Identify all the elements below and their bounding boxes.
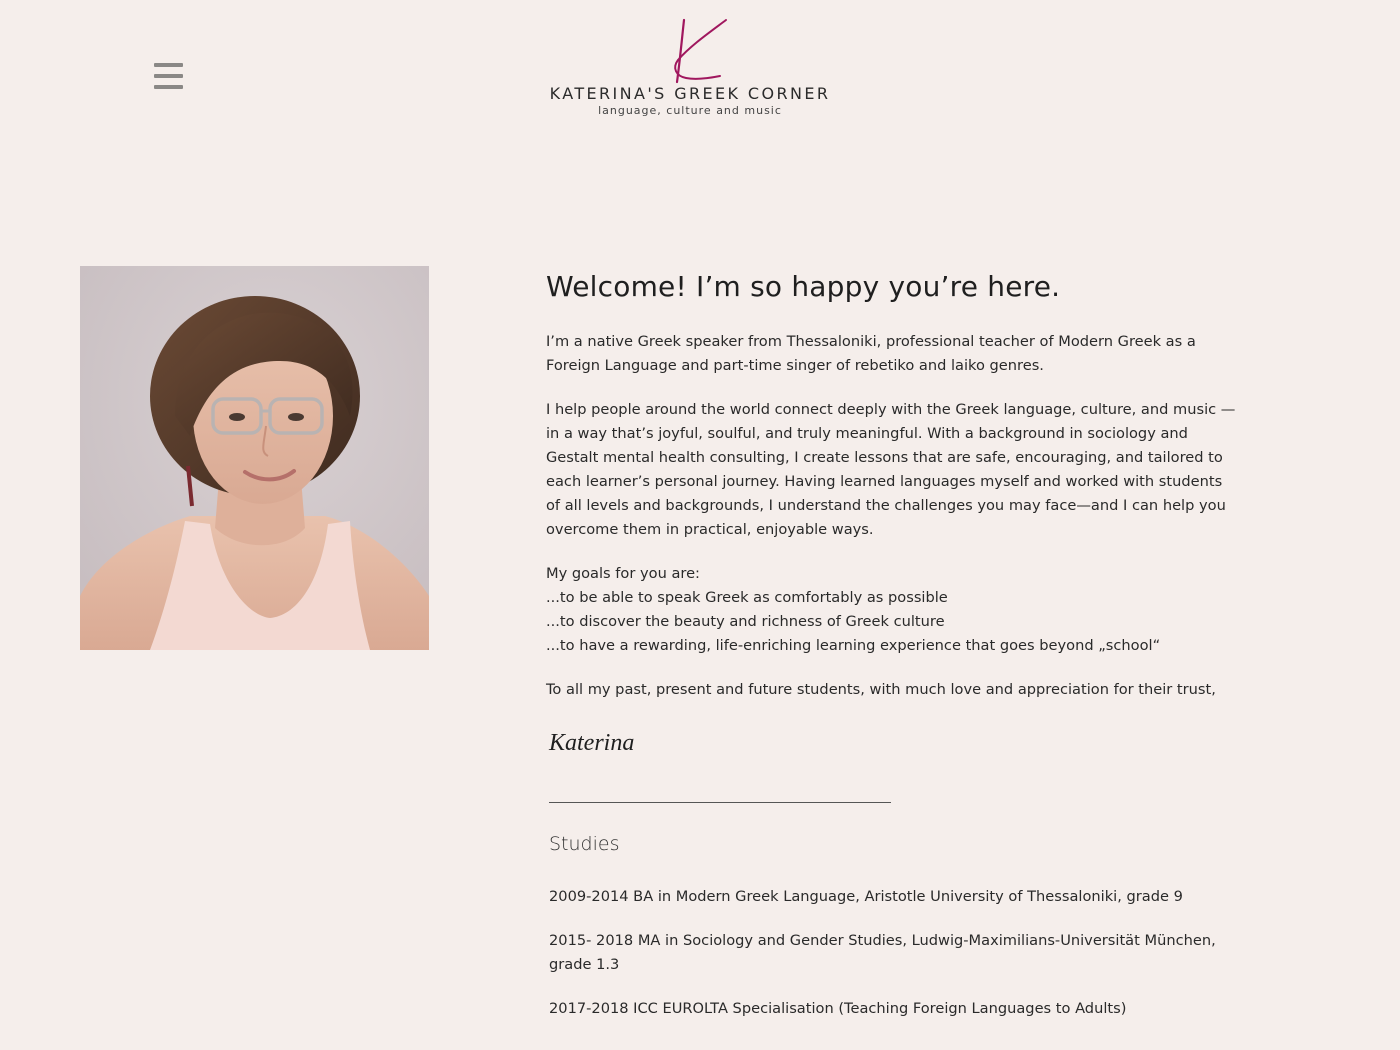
study-item [549, 929, 1236, 977]
section-divider [549, 802, 891, 803]
intro-paragraph [546, 330, 1236, 378]
mission-line: Gestalt mental health consulting, I create lessons that are safe, encouraging, and tailored to [546, 449, 1223, 466]
closing-paragraph: To all my past, present and future students, with much love and appreciation for their trust, [546, 681, 1216, 698]
mission-line: each learner’s personal journey. Having learned languages myself and worked with students [546, 473, 1223, 490]
goals-line: My goals for you are: [546, 565, 700, 582]
goals-line: ...to discover the beauty and richness of Greek culture [546, 613, 945, 630]
portrait-illustration [80, 266, 429, 650]
intro-line: I’m a native Greek speaker from Thessaloniki, professional teacher of Modern Greek as a [546, 333, 1196, 350]
studies-heading: Studies [549, 833, 620, 855]
mission-paragraph [546, 398, 1236, 542]
mission-line: of all levels and backgrounds, I understand the challenges you may face—and I can help you [546, 497, 1226, 514]
portrait-photo [80, 266, 429, 650]
mission-line: I help people around the world connect deeply with the Greek language, culture, and music — [546, 401, 1236, 418]
study-line: 2009-2014 BA in Modern Greek Language, Aristotle University of Thessaloniki, grade 9 [549, 888, 1183, 905]
hamburger-menu-icon[interactable] [154, 63, 183, 91]
logo-tagline: language, culture and music [598, 104, 782, 117]
mission-line: in a way that’s joyful, soulful, and truly meaningful. With a background in sociology and [546, 425, 1188, 442]
study-item [549, 997, 1236, 1021]
intro-line: Foreign Language and part-time singer of rebetiko and laiko genres. [546, 357, 1044, 374]
welcome-heading: Welcome! I’m so happy you’re here. [546, 270, 1061, 303]
site-logo[interactable] [540, 16, 840, 117]
signature: Katerina [549, 730, 635, 756]
study-line: 2015- 2018 MA in Sociology and Gender Studies, Ludwig-Maximilians-Universität München, [549, 932, 1216, 949]
goals-paragraph [546, 562, 1236, 658]
logo-k-mark [650, 16, 730, 84]
study-item [549, 885, 1236, 909]
goals-line: ...to be able to speak Greek as comfortably as possible [546, 589, 948, 606]
goals-line: ...to have a rewarding, life-enriching learning experience that goes beyond „school“ [546, 637, 1161, 654]
study-line: grade 1.3 [549, 956, 620, 973]
about-section [546, 270, 1236, 1041]
mission-line: overcome them in practical, enjoyable ways. [546, 521, 874, 538]
study-line: 2017-2018 ICC EUROLTA Specialisation (Teaching Foreign Languages to Adults) [549, 1000, 1127, 1017]
logo-title: KATERINA'S GREEK CORNER [549, 84, 831, 103]
